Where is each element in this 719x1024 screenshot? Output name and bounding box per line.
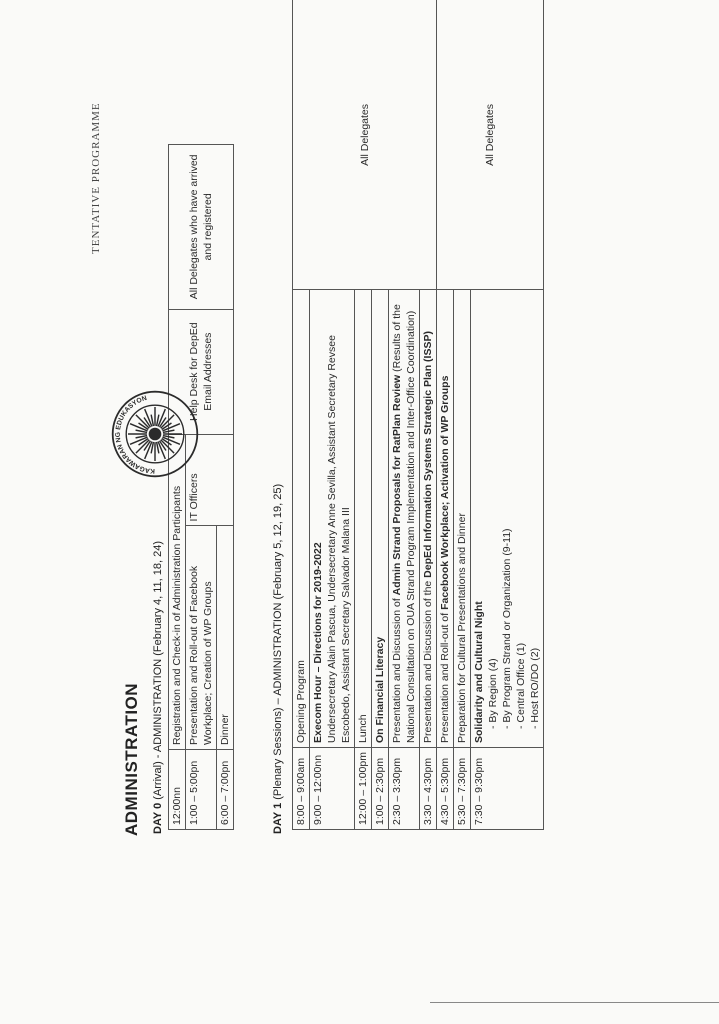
time-cell: 3:30 – 4:30pm: [420, 748, 437, 830]
page-title: TENTATIVE PROGRAMME: [90, 102, 102, 254]
activity-cell: Registration and Check-in of Administration Participants: [169, 434, 186, 749]
participants-cell: All Delegates: [293, 0, 437, 289]
resource-cell: IT Officers: [186, 434, 234, 526]
seal-text: KAGAWARAN NG EDUKASYON: [114, 394, 156, 475]
day0-heading-text: (Arrival) - ADMINISTRATION (February 4, 11, 18, 24): [152, 540, 164, 803]
issp-pre: Presentation and Discussion of the: [422, 577, 434, 744]
time-cell: 8:00 – 9:00am: [293, 748, 310, 830]
execom-title: Execom Hour – Directions for 2019-2022: [312, 542, 324, 744]
execom-speakers: Undersecretary Alain Pascua, Undersecretary Anne Sevilla, Assistant Secretary Revsee Escobedo, Assistant Secretary Salvador Malana III: [326, 335, 352, 744]
activity-cell: [471, 289, 544, 747]
list-item: - By Program Strand or Organization (9-11): [500, 294, 514, 729]
activity-cell: [437, 289, 454, 747]
participants-cell: All Delegates: [437, 0, 544, 289]
time-cell: 12:00 – 1:00pm: [355, 748, 372, 830]
solidarity-list: [486, 294, 542, 743]
ratplan-pre: Presentation and Discussion of: [391, 595, 403, 744]
list-item: - By Region (4): [486, 294, 500, 729]
list-item: - Central Office (1): [514, 294, 528, 729]
day1-heading-text: (Plenary Sessions) – ADMINISTRATION (February 5, 12, 19, 25): [272, 483, 284, 803]
day1-schedule-table: [292, 0, 544, 830]
footer-rule: [430, 1002, 719, 1003]
participants-cell: All Delegates who have arrived and registered: [169, 145, 234, 310]
activity-cell: Opening Program: [293, 289, 310, 747]
time-cell: 6:00 – 7:00pn: [217, 750, 234, 830]
activity-cell: [420, 289, 437, 747]
time-cell: 12:00nn: [169, 750, 186, 830]
ratplan-post: (Results of the National Consultation on OUA Strand Program Implementation and Inter-Office Coordination): [391, 304, 417, 744]
solidarity-title: Solidarity and Cultural Night: [473, 601, 485, 744]
deped-seal-stamp: [110, 389, 200, 479]
table-row: [437, 0, 454, 830]
table-row: [293, 0, 310, 830]
day0-label: DAY 0: [152, 802, 164, 834]
day1-label: DAY 1: [272, 802, 284, 834]
section-title: ADMINISTRATION: [122, 682, 141, 836]
activity-cell: [310, 289, 355, 747]
activity-cell: [389, 289, 420, 747]
time-cell: 1:00 – 2:30pm: [372, 748, 389, 830]
time-cell: 4:30 – 5:30pm: [437, 748, 454, 830]
activity-cell: Preparation for Cultural Presentations and Dinner: [454, 289, 471, 747]
financial-title: On Financial Literacy: [374, 636, 386, 744]
workplace-pre: Presentation and Roll-out of: [439, 609, 451, 744]
day0-schedule-table: [168, 144, 234, 830]
day1-heading: [272, 484, 284, 834]
time-cell: 2:30 – 3:30pm: [389, 748, 420, 830]
time-cell: 1:00 – 5:00pn: [186, 750, 217, 830]
ratplan-bold: Admin Strand Proposals for RatPlan Review: [391, 374, 403, 596]
activity-cell: [372, 289, 389, 747]
help-desk-cell: Help Desk for DepEd Email Addresses: [169, 309, 234, 434]
time-cell: 5:30 – 7:30pm: [454, 748, 471, 830]
workplace-bold: Facebook Workplace; Activation of WP Groups: [439, 375, 451, 610]
activity-cell: Presentation and Roll-out of Facebook Workplace; Creation of WP Groups: [186, 526, 217, 750]
issp-bold: DepEd Information Systems Strategic Plan (ISSP): [422, 331, 434, 578]
table-row: [169, 145, 186, 830]
time-cell: 9:00 – 12:00nn: [310, 748, 355, 830]
activity-cell: Lunch: [355, 289, 372, 747]
time-cell: 7:30 – 9:30pm: [471, 748, 544, 830]
activity-cell: Dinner: [217, 526, 234, 750]
day0-heading: [152, 541, 164, 834]
list-item: - Host RO/DO (2): [528, 294, 542, 729]
